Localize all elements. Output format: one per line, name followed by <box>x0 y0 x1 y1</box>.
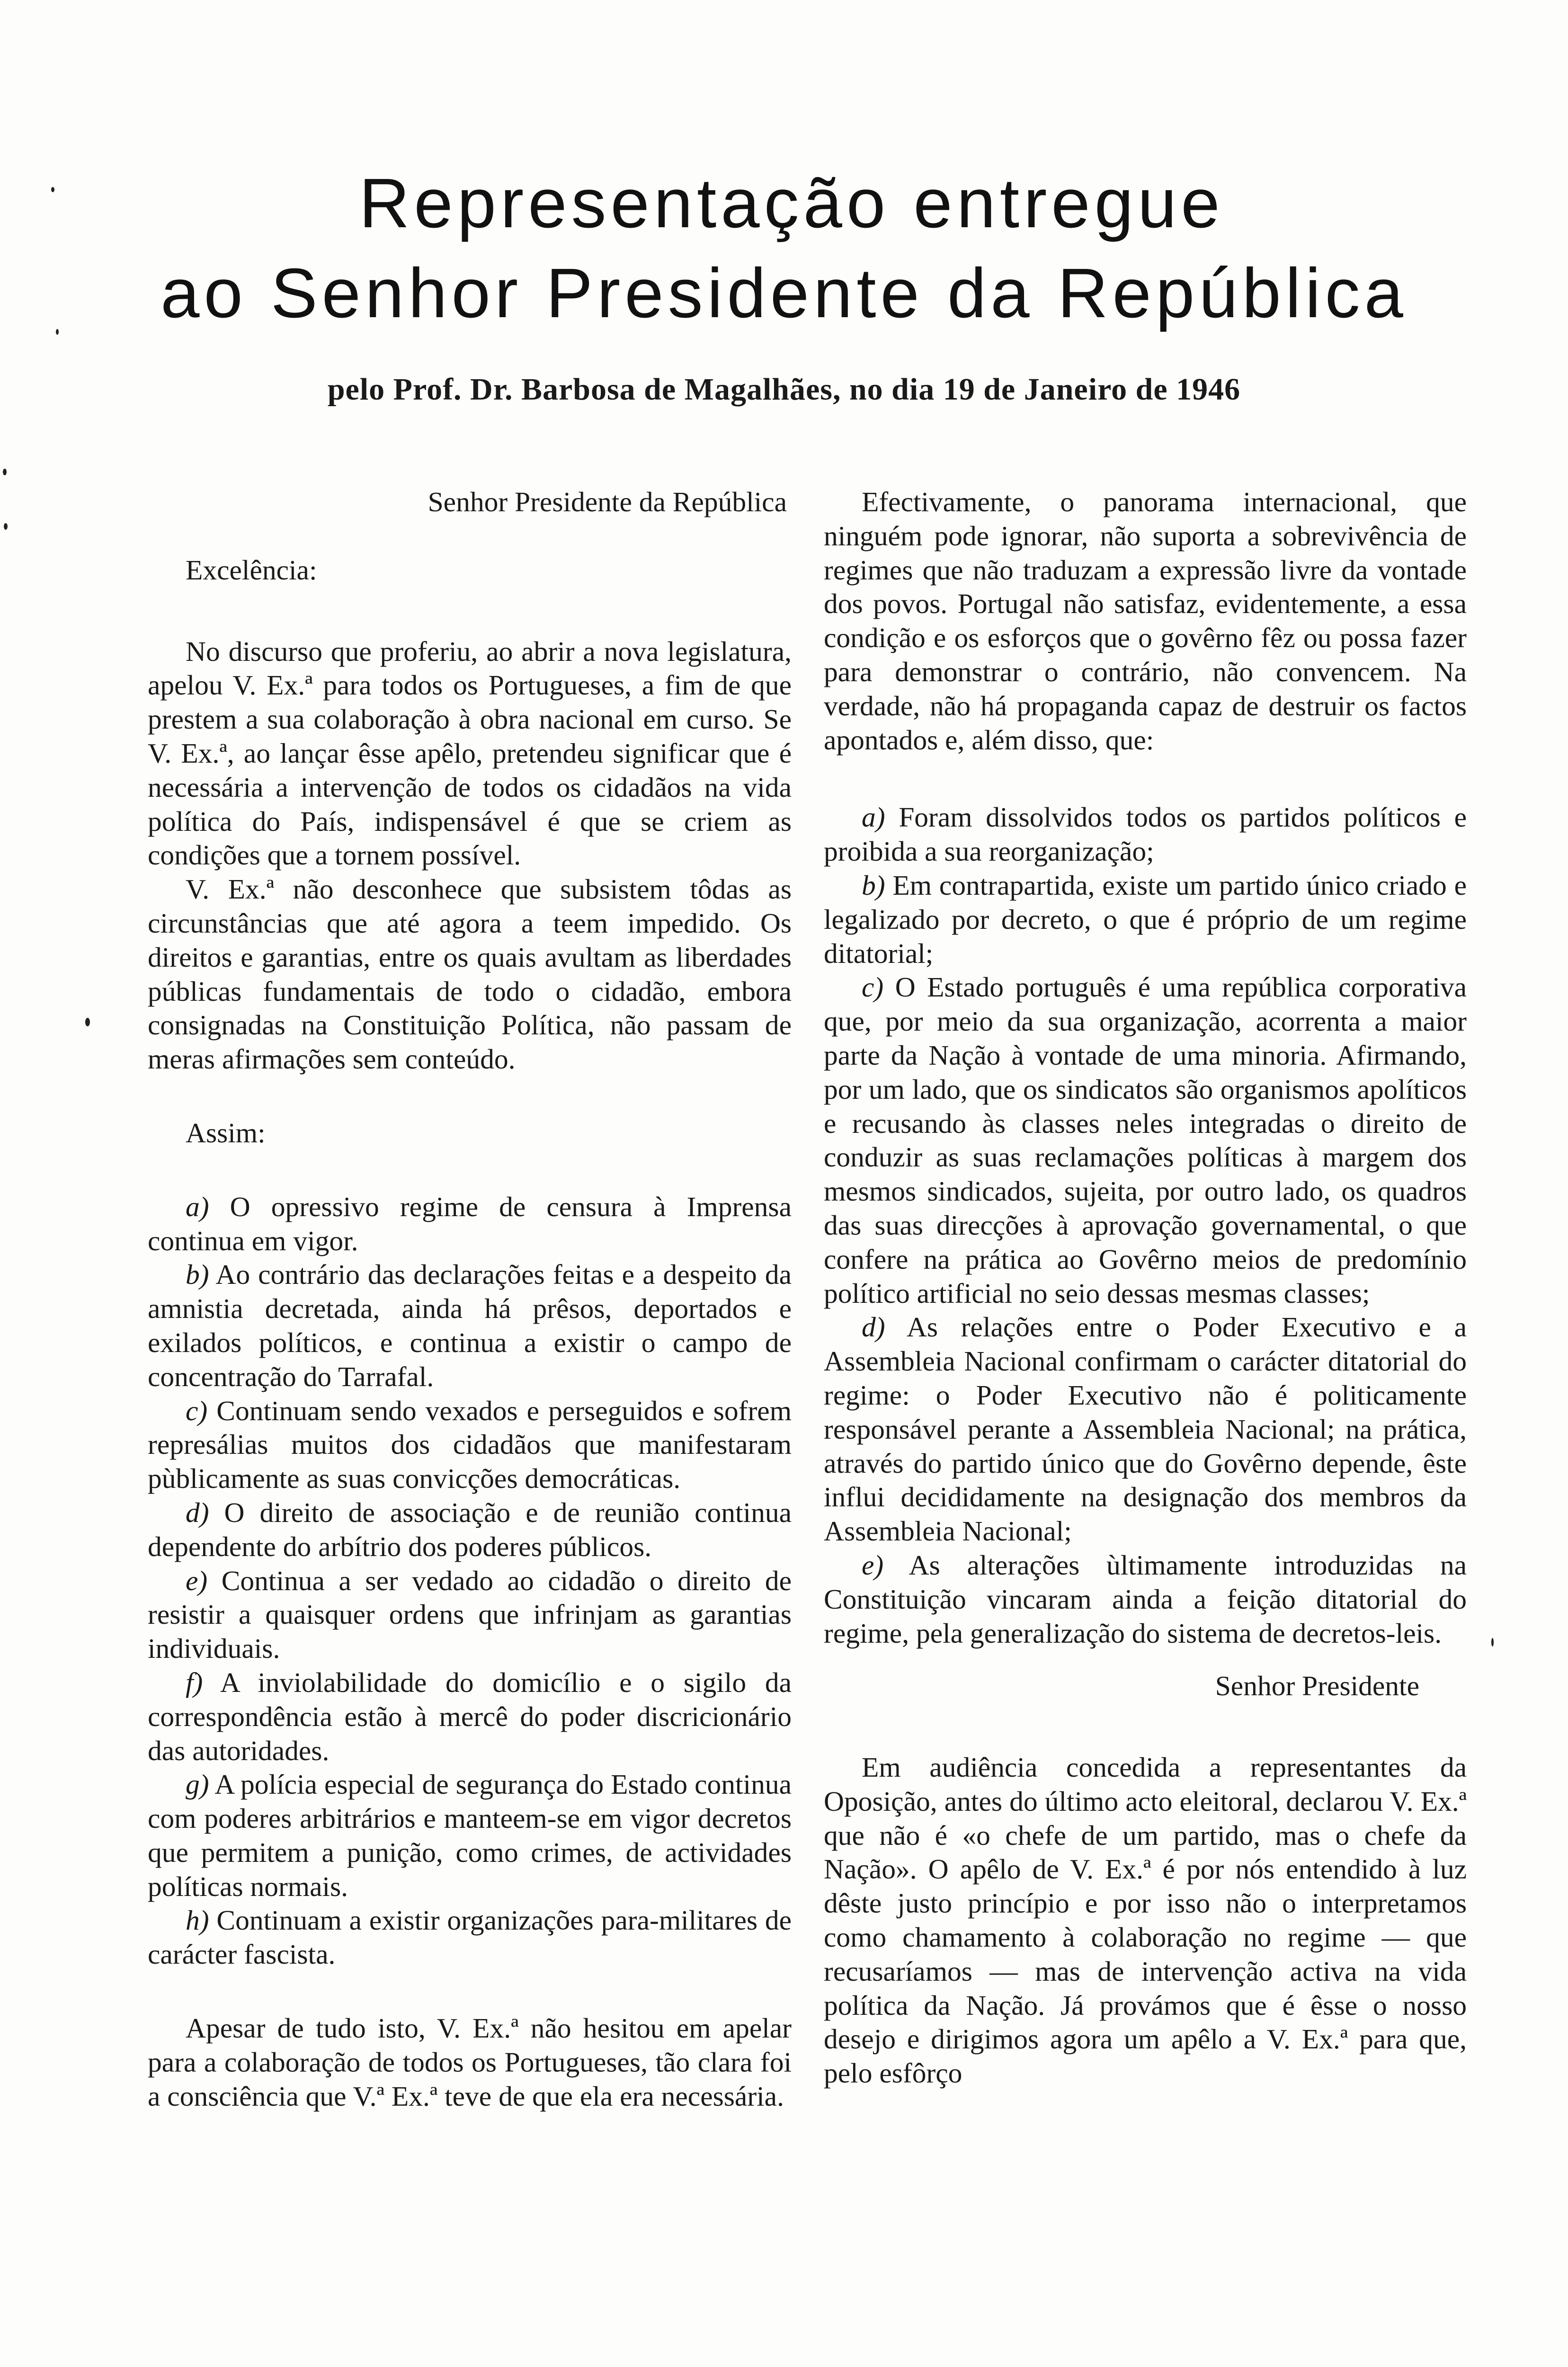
assim-label: Assim: <box>186 1117 266 1148</box>
item-mark: d) <box>186 1496 209 1528</box>
item-mark: b) <box>186 1259 209 1290</box>
left-heading: Senhor Presidente da República <box>428 486 787 517</box>
item-mark: c) <box>186 1395 208 1426</box>
scan-speck <box>1491 1638 1494 1646</box>
right-paragraph-2: Em audiência concedida a representantes da Oposição, antes do último acto eleitoral, declarou V. Ex.ª que não é «o chefe de um partido, mas o chefe da Nação». O apêlo de V. Ex.ª é por nós entendido à luz dêste justo princípio e por isso não o interpretamos como chamamento à colaboração no regime — que recusaríamos — mas de intervenção activa na vida política da Nação. Já provámos que é êsse o nosso desejo e dirigimos agora um apêlo a V. Ex.ª para que, pelo esfôrço <box>824 1752 1467 2089</box>
right-item <box>824 869 1467 970</box>
item-mark: b) <box>862 869 885 901</box>
item-mark: h) <box>186 1904 209 1936</box>
item-mark: d) <box>862 1311 885 1343</box>
scan-speck <box>56 329 59 335</box>
right-heading: Senhor Presidente <box>1215 1670 1419 1702</box>
left-item <box>148 1190 792 1258</box>
salutation: Excelência: <box>186 554 317 586</box>
item-mark: a) <box>862 801 885 833</box>
left-column <box>148 485 792 2113</box>
scan-speck <box>4 523 8 530</box>
right-item-list <box>824 801 1467 1650</box>
right-item <box>824 970 1467 1310</box>
scan-speck <box>51 187 54 192</box>
title-line-2: ao Senhor Presidente da República <box>160 254 1408 332</box>
item-text: Continuam a existir organizações para-militares de carácter fascista. <box>148 1904 792 1970</box>
item-mark: g) <box>186 1769 209 1800</box>
item-text: Continua a ser vedado ao cidadão o direito de resistir a quaisquer ordens que infrinjam as garantias individuais. <box>148 1565 792 1664</box>
right-column <box>824 485 1467 2091</box>
left-item <box>148 1258 792 1394</box>
left-item <box>148 1564 792 1666</box>
left-item <box>148 1768 792 1904</box>
item-mark: a) <box>186 1191 209 1222</box>
item-mark: e) <box>862 1549 884 1581</box>
item-text: A polícia especial de segurança do Estado continua com poderes arbitrários e manteem-se em vigor decretos que permitem a punição, como crimes, de actividades políticas normais. <box>148 1769 792 1902</box>
left-paragraph-1: No discurso que proferiu, ao abrir a nova legislatura, apelou V. Ex.ª para todos os Portugueses, a fim de que prestem a sua colaboração à obra nacional em curso. Se V. Ex.ª, ao lançar êsse apêlo, pretendeu significar que é necessária a intervenção de todos os cidadãos na vida política do País, indispensável é que se criem as condições que a tornem possível. <box>148 635 792 871</box>
item-text: O Estado português é uma república corporativa que, por meio da sua organização, acorrenta a maior parte da Nação à vontade de uma minoria. Afirmando, por um lado, que os sindicatos são organismos apolíticos e recusando às classes neles integradas o direito de conduzir as suas reclamações políticas à margem dos mesmos sindicados, sujeita, por outro lado, os quadros das suas direcções à aprovação governamental, o que confere na prática ao Govêrno meios de predomínio político artificial no seio dessas mesmas classes; <box>824 971 1467 1309</box>
title-line-1: Representação entregue <box>359 164 1224 242</box>
item-mark: c) <box>862 971 884 1003</box>
right-item <box>824 1548 1467 1650</box>
right-paragraph-1: Efectivamente, o panorama internacional, que ninguém pode ignorar, não suporta a sobrevivência de regimes que não traduzam a expressão livre da vontade dos povos. Portugal não satisfaz, evidentemente, a essa condição e os esforços que o govêrno fêz ou possa fazer para demonstrar o contrário, não convencem. Na verdade, não há propaganda capaz de destruir os factos apontados e, além disso, que: <box>824 486 1467 756</box>
item-text: A inviolabilidade do domicílio e o sigilo da correspondência estão à mercê do poder discricionário das autoridades. <box>148 1666 792 1766</box>
left-item <box>148 1904 792 1972</box>
item-text: Continuam sendo vexados e perseguidos e sofrem represálias muitos dos cidadãos que manifestaram pùblicamente as suas convicções democráticas. <box>148 1395 792 1495</box>
item-text: As relações entre o Poder Executivo e a Assembleia Nacional confirmam o carácter ditatorial do regime: o Poder Executivo não é politicamente responsável perante a Assembleia Nacional; na prática, através do partido único que do Govêrno depende, êste influi decididamente na designação dos membros da Assembleia Nacional; <box>824 1311 1467 1547</box>
item-mark: e) <box>186 1565 208 1596</box>
right-item <box>824 1310 1467 1548</box>
left-item <box>148 1666 792 1768</box>
right-item <box>824 801 1467 869</box>
item-text: Ao contrário das declarações feitas e a despeito da amnistia decretada, ainda há prêsos, deportados e exilados políticos, e continua a existir o campo de concentração do Tarrafal. <box>148 1259 792 1392</box>
item-text: Foram dissolvidos todos os partidos políticos e proibida a sua reorganização; <box>824 801 1467 867</box>
subtitle: pelo Prof. Dr. Barbosa de Magalhães, no dia 19 de Janeiro de 1946 <box>327 372 1241 407</box>
left-paragraph-2: V. Ex.ª não desconhece que subsistem tôdas as circunstâncias que até agora a teem impedido. Os direitos e garantias, entre os quais avultam as liberdades públicas fundamentais de todo o cidadão, embora consignadas na Constituição Política, não passam de meras afirmações sem conteúdo. <box>148 873 792 1075</box>
left-item-list <box>148 1190 792 1972</box>
item-text: Em contrapartida, existe um partido único criado e legalizado por decreto, o que é próprio de um regime ditatorial; <box>824 869 1467 969</box>
scan-speck <box>85 1018 90 1026</box>
left-paragraph-3: Apesar de tudo isto, V. Ex.ª não hesitou em apelar para a colaboração de todos os Portugueses, tão clara foi a consciência que V.ª Ex.ª teve de que ela era necessária. <box>148 2012 792 2112</box>
item-text: O direito de associação e de reunião continua dependente do arbítrio dos poderes públicos. <box>148 1496 792 1562</box>
item-text: As alterações ùltimamente introduzidas na Constituição vincaram ainda a feição ditatorial do regime, pela generalização do sistema de decretos-leis. <box>824 1549 1467 1649</box>
item-text: O opressivo regime de censura à Imprensa continua em vigor. <box>148 1191 792 1256</box>
scan-speck <box>3 469 7 475</box>
left-item <box>148 1394 792 1496</box>
item-mark: f) <box>186 1666 203 1698</box>
left-item <box>148 1496 792 1564</box>
